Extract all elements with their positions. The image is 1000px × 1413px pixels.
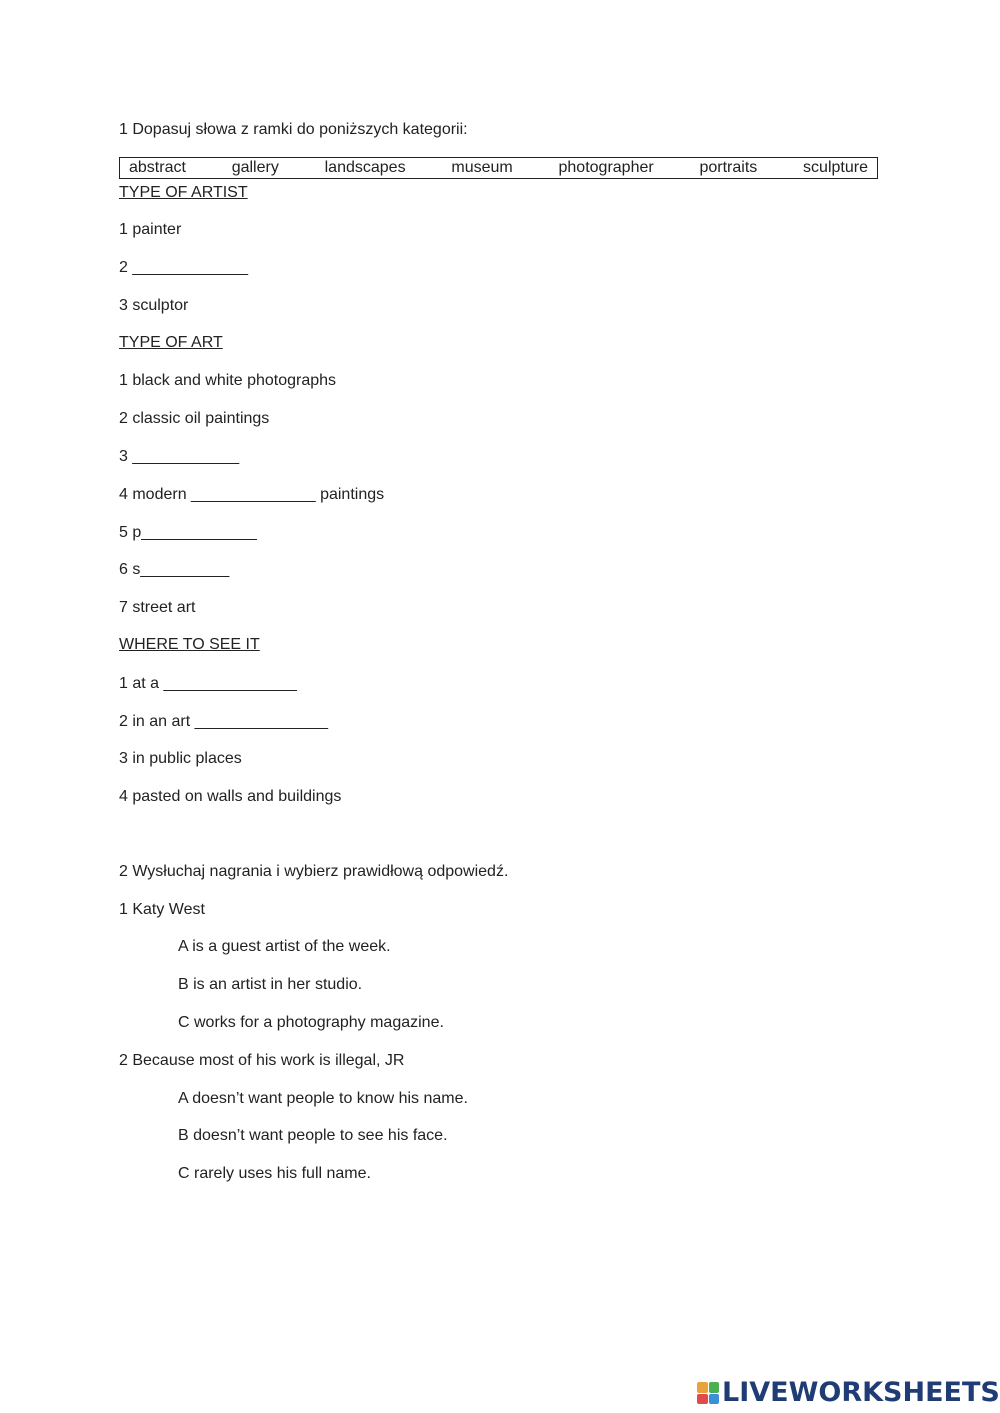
blank-item[interactable]: 2 _____________ bbox=[119, 259, 249, 276]
brand-logo-tile bbox=[709, 1382, 720, 1393]
blank-item[interactable]: 4 modern ______________ paintings bbox=[119, 486, 385, 503]
list-item: 1 black and white photographs bbox=[119, 372, 337, 389]
word-box-item: gallery bbox=[231, 159, 279, 176]
liveworksheets-logo bbox=[697, 1378, 1000, 1408]
word-box-item: abstract bbox=[129, 159, 186, 176]
where-to-see-it-heading: WHERE TO SEE IT bbox=[119, 636, 260, 653]
answer-option[interactable]: C works for a photography magazine. bbox=[178, 1014, 444, 1031]
brand-name: LIVEWORKSHEETS bbox=[722, 1377, 1000, 1408]
exercise2-instruction: 2 Wysłuchaj nagrania i wybierz prawidłową odpowiedź. bbox=[119, 863, 509, 880]
list-item: 3 in public places bbox=[119, 750, 242, 767]
brand-logo-icon bbox=[697, 1382, 719, 1404]
word-box bbox=[119, 157, 878, 179]
list-item: 2 classic oil paintings bbox=[119, 410, 270, 427]
list-item: 7 street art bbox=[119, 599, 196, 616]
blank-item[interactable]: 5 p_____________ bbox=[119, 524, 257, 541]
word-box-item: photographer bbox=[558, 159, 654, 176]
answer-option[interactable]: B is an artist in her studio. bbox=[178, 976, 363, 993]
list-item: 4 pasted on walls and buildings bbox=[119, 788, 342, 805]
blank-item[interactable]: 1 at a _______________ bbox=[119, 675, 297, 692]
answer-option[interactable]: A doesn’t want people to know his name. bbox=[178, 1090, 468, 1107]
brand-logo-tile bbox=[697, 1382, 708, 1393]
question-stem: 1 Katy West bbox=[119, 901, 205, 918]
answer-option[interactable]: B doesn’t want people to see his face. bbox=[178, 1127, 448, 1144]
type-of-artist-heading: TYPE OF ARTIST bbox=[119, 184, 248, 201]
word-box-item: museum bbox=[451, 159, 513, 176]
exercise1-instruction: 1 Dopasuj słowa z ramki do poniższych kategorii: bbox=[119, 121, 468, 138]
word-box-item: portraits bbox=[699, 159, 758, 176]
blank-item[interactable]: 3 ____________ bbox=[119, 448, 240, 465]
word-box-item: sculpture bbox=[803, 159, 868, 176]
list-item: 3 sculptor bbox=[119, 297, 189, 314]
brand-logo-tile bbox=[697, 1394, 708, 1405]
blank-item[interactable]: 2 in an art _______________ bbox=[119, 713, 329, 730]
type-of-art-heading: TYPE OF ART bbox=[119, 334, 223, 351]
answer-option[interactable]: A is a guest artist of the week. bbox=[178, 938, 391, 955]
list-item: 1 painter bbox=[119, 221, 182, 238]
blank-item[interactable]: 6 s__________ bbox=[119, 561, 230, 578]
word-box-item: landscapes bbox=[324, 159, 406, 176]
answer-option[interactable]: C rarely uses his full name. bbox=[178, 1165, 371, 1182]
question-stem: 2 Because most of his work is illegal, JR bbox=[119, 1052, 405, 1069]
brand-logo-tile bbox=[709, 1394, 720, 1405]
